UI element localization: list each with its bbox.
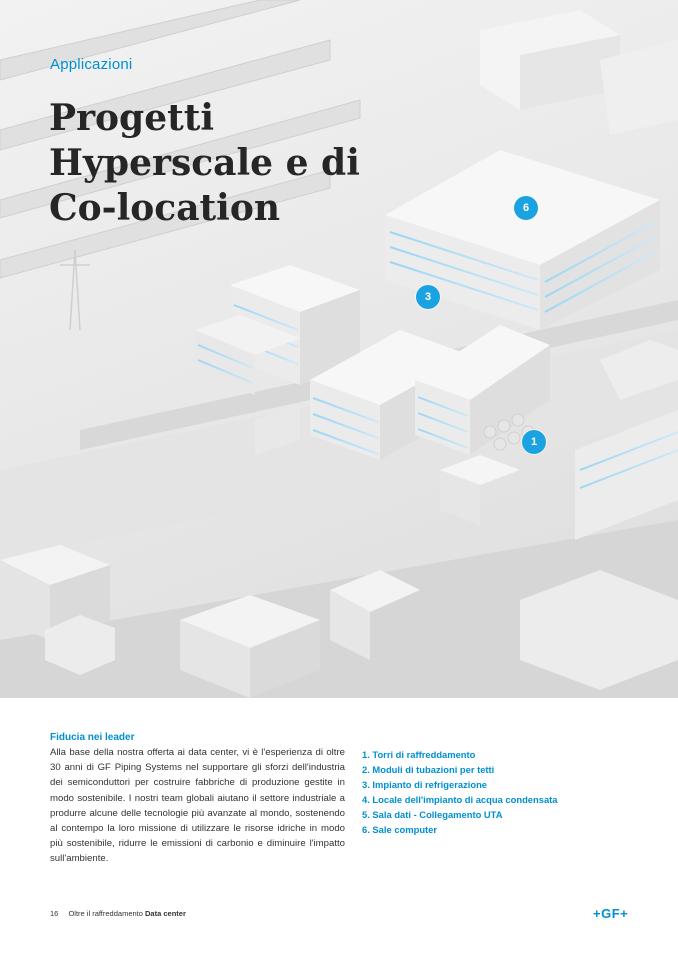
legend-item: 6. Sale computer xyxy=(362,824,438,835)
gf-logo: +GF+ xyxy=(593,906,629,921)
marker-3[interactable]: 3 xyxy=(416,285,440,309)
section-heading: Fiducia nei leader xyxy=(50,732,135,743)
legend-item: 5. Sala dati - Collegamento UTA xyxy=(362,809,503,820)
marker-6[interactable]: 6 xyxy=(514,196,538,220)
page-title xyxy=(49,96,429,231)
legend-item: 1. Torri di raffreddamento xyxy=(362,749,476,760)
running-title: Oltre il raffreddamento xyxy=(68,909,146,918)
legend-list xyxy=(362,747,558,837)
legend-item: 3. Impianto di refrigerazione xyxy=(362,779,488,790)
legend-item: 2. Moduli di tubazioni per tetti xyxy=(362,764,495,775)
title-line: Hyperscale e di xyxy=(49,142,360,184)
section-kicker: Applicazioni xyxy=(50,56,133,73)
legend-item: 4. Locale dell'impianto di acqua condensata xyxy=(362,794,558,805)
body-paragraph: Alla base della nostra offerta ai data center, vi è l'esperienza di oltre 30 anni di GF Piping Systems nel supportare gli sforzi dell'industria dei semiconduttori per costruire fabbriche di produzione gestite in modo sostenibile. I nostri team globali aiutano il settore industriale a produrre alcune delle tecnologie più avanzate al mondo, sostenendo al contempo la loro missione di utilizzare le risorse idriche in modo più sostenibile, ridurre le emissioni di carbonio e diminuire l'impatto sull'ambiente. xyxy=(50,747,345,865)
page-number: 16 xyxy=(50,909,59,918)
marker-1[interactable]: 1 xyxy=(522,430,546,454)
title-line: Progetti xyxy=(49,97,215,139)
page-footer xyxy=(50,909,186,918)
title-line: Co-location xyxy=(49,187,281,229)
running-title-bold: Data center xyxy=(145,909,186,918)
